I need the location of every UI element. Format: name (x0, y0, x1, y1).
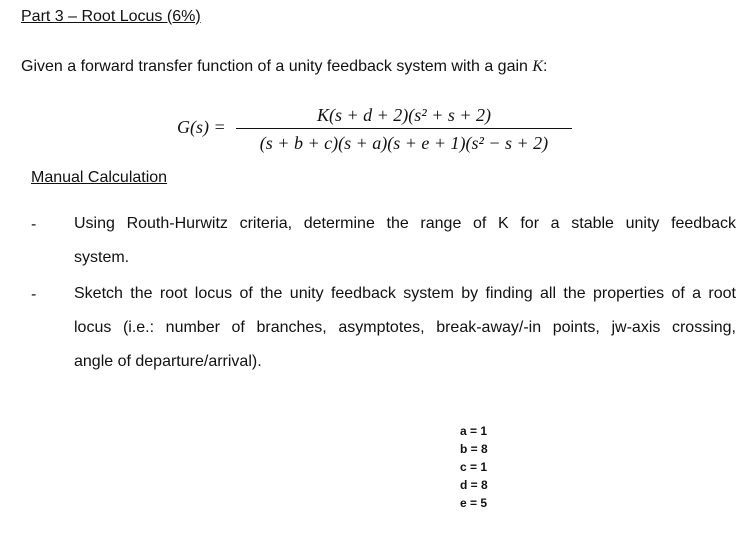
value-b: b = 8 (460, 442, 488, 456)
fraction-bar (236, 128, 572, 129)
bullet-1-line-2: system. (74, 249, 130, 266)
parameter-values (460, 422, 488, 512)
intro-colon: : (543, 58, 548, 75)
bullet-2-line-1: Sketch the root locus of the unity feedback system by finding all the properties of a root (74, 285, 736, 302)
bullet-1-text (74, 207, 736, 275)
equation-lhs: G(s) = (177, 117, 226, 137)
transfer-function-fraction (236, 104, 572, 154)
bullet-2-line-3: angle of departure/arrival). (74, 353, 262, 370)
equation-denominator: (s + b + c)(s + a)(s + e + 1)(s² − s + 2) (259, 133, 549, 153)
value-e: e = 5 (460, 496, 488, 510)
equation-numerator: K(s + d + 2)(s² + s + 2) (317, 105, 491, 125)
part-title: Part 3 – Root Locus (6%) (21, 8, 201, 25)
bullet-marker-1: - (31, 216, 37, 233)
value-a: a = 1 (460, 424, 488, 438)
bullet-1-line-1: Using Routh-Hurwitz criteria, determine the range of K for a stable unity feedback (74, 215, 736, 232)
intro-sentence: Given a forward transfer function of a unity feedback system with a gain (21, 58, 533, 75)
bullet-2-text (74, 277, 736, 379)
section-heading: Manual Calculation (31, 169, 168, 186)
bullet-2-line-2: locus (i.e.: number of branches, asymptotes, break-away/-in points, jw-axis crossing, (74, 319, 736, 336)
gain-variable: K (532, 58, 544, 75)
value-c: c = 1 (460, 460, 488, 474)
bullet-marker-2: - (31, 286, 37, 303)
value-d: d = 8 (460, 478, 488, 492)
intro-text (21, 58, 548, 76)
